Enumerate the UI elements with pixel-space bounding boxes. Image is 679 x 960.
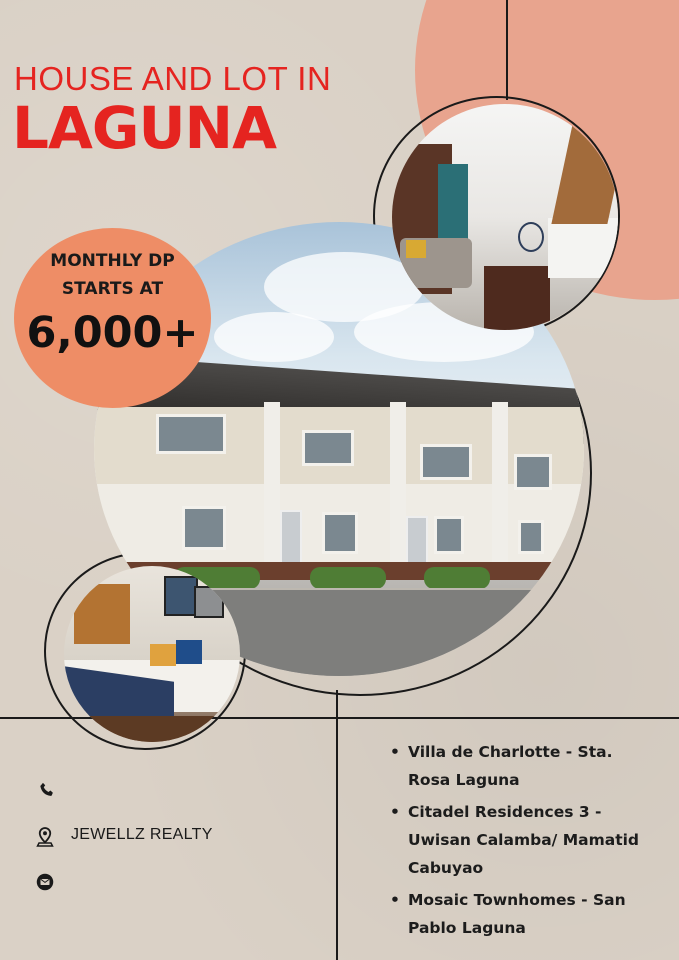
divider-vertical-top (506, 0, 508, 100)
project-list (388, 738, 658, 946)
map-pin-icon (36, 826, 54, 848)
project-item-mosaic-townhomes: • Mosaic Townhomes - San Pablo Laguna (388, 886, 658, 942)
project-item-citadel-residences: • Citadel Residences 3 - Uwisan Calamba/ Mamatid Cabuyao (388, 798, 658, 882)
promo-amount: 6,000+ (26, 308, 199, 358)
realty-name: JEWELLZ REALTY (71, 826, 213, 843)
divider-vertical-bottom (336, 690, 338, 960)
phone-icon (38, 781, 56, 799)
bedroom-photo (64, 566, 240, 742)
project-item-villa-de-charlotte: • Villa de Charlotte - Sta. Rosa Laguna (388, 738, 658, 794)
promo-line-1: MONTHLY DP (50, 251, 175, 271)
email-icon (36, 873, 54, 891)
title-line-2: LAGUNA (12, 94, 276, 162)
promo-line-2: STARTS AT (61, 279, 164, 299)
title-line-1: HOUSE AND LOT IN (14, 60, 332, 97)
living-room-photo (392, 104, 618, 330)
